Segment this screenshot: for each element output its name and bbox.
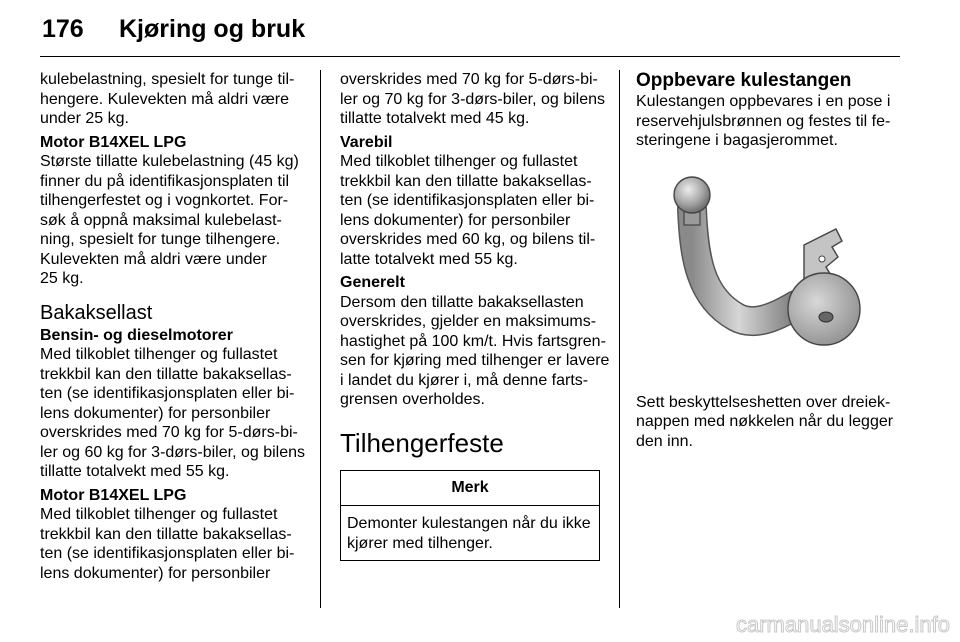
tow-bar-illustration: [636, 167, 900, 387]
column-middle: [340, 70, 610, 561]
text-line: latte totalvekt med 55 kg.: [340, 250, 518, 268]
note-body: [341, 506, 599, 560]
section-title-oppbevare: Oppbevare kulestangen: [636, 70, 852, 91]
intro-paragraph: [40, 70, 312, 129]
tow-bar-ball-icon: [636, 167, 900, 387]
column-right: [636, 70, 900, 451]
column-divider: [320, 70, 321, 608]
header-divider: [40, 56, 900, 57]
generelt-paragraph: [340, 293, 610, 410]
note-title: Merk: [341, 471, 599, 507]
text-line: Kulevekten må aldri være under: [40, 250, 267, 268]
text-line: overskrides med 60 kg, og bilens til-: [340, 231, 596, 248]
text-line: hastighet på 100 km/t. Hvis fartsgren-: [340, 332, 606, 350]
varebil-paragraph: [340, 152, 602, 269]
motor-lpg-paragraph: [40, 152, 312, 289]
subheading-motor-lpg: Motor B14XEL LPG: [40, 486, 187, 504]
text-line: trekkbil kan den tillatte bakaksellas-: [40, 365, 292, 383]
text-line: ten (se identifikasjonsplaten eller bi-: [40, 385, 295, 402]
text-line: trekkbil kan den tillatte bakaksellas-: [40, 525, 292, 543]
text-line: kulebelastning, spesielt for tunge til-: [40, 71, 295, 88]
text-line: 25 kg.: [40, 270, 84, 287]
text-line: finner du på identifikasjonsplaten til: [40, 172, 290, 190]
text-line: grensen overholdes.: [340, 391, 485, 408]
text-line: tillatte totalvekt med 45 kg.: [340, 110, 530, 127]
text-line: ten (se identifikasjonsplaten eller bi-: [340, 192, 595, 209]
text-line: Kulestangen oppbevares i en pose i: [636, 93, 891, 110]
watermark-logo: [702, 610, 952, 638]
text-line: den inn.: [636, 432, 693, 450]
note-box: [340, 470, 600, 562]
text-line: steringene i bagasjerommet.: [636, 132, 838, 149]
oppbevare-paragraph: [636, 92, 900, 151]
after-figure-paragraph: [636, 393, 900, 452]
text-line: i landet du kjører i, må denne farts-: [340, 371, 589, 389]
chapter-title: Kjøring og bruk: [119, 15, 306, 43]
subheading-motor-lpg: Motor B14XEL LPG: [40, 133, 187, 151]
page-number: 176: [42, 15, 84, 43]
text-line: ler og 60 kg for 3-dørs-biler, og bilens: [40, 443, 306, 461]
text-line: Med tilkoblet tilhenger og fullastet: [40, 346, 278, 363]
chapter-heading-tilhengerfeste: Tilhengerfeste: [340, 427, 504, 458]
bensin-paragraph: [40, 345, 312, 482]
text-line: Sett beskyttelseshetten over dreiek-: [636, 393, 891, 411]
column-left: [40, 70, 312, 583]
section-title-bakaksellast: Bakaksellast: [40, 301, 153, 324]
text-line: overskrides med 70 kg for 5-dørs-bi-: [40, 424, 298, 441]
text-line: Største tillatte kulebelastning (45 kg): [40, 153, 299, 170]
subheading-varebil: Varebil: [340, 133, 393, 151]
text-line: trekkbil kan den tillatte bakaksellas-: [340, 172, 592, 190]
continued-paragraph: [340, 70, 606, 129]
text-line: lens dokumenter) for personbiler: [40, 404, 271, 422]
subheading-bensin-diesel: Bensin- og dieselmotorer: [40, 326, 233, 344]
text-line: reservehjulsbrønnen og festes til fe-: [636, 112, 891, 130]
text-line: Demonter kulestangen når du ikke: [347, 515, 591, 532]
text-line: tillatte totalvekt med 55 kg.: [40, 463, 230, 480]
text-line: under 25 kg.: [40, 110, 129, 127]
text-line: ten (se identifikasjonsplaten eller bi-: [40, 545, 295, 562]
watermark-text: carmanualsonline.info: [735, 612, 950, 637]
text-line: søk å oppnå maksimal kulebelast-: [40, 211, 282, 229]
text-line: nappen med nøkkelen når du legger: [636, 413, 894, 430]
column-divider: [619, 70, 620, 608]
text-line: overskrides, gjelder en maksimums-: [340, 313, 597, 330]
text-line: ler og 70 kg for 3-dørs-biler, og bilens: [340, 90, 606, 108]
text-line: hengere. Kulevekten må aldri være: [40, 90, 290, 108]
text-line: tilhengerfestet og i vognkortet. For-: [40, 192, 289, 209]
text-line: sen for kjøring med tilhenger er lavere: [340, 352, 610, 369]
text-line: Med tilkoblet tilhenger og fullastet: [340, 153, 578, 170]
text-line: lens dokumenter) for personbiler: [40, 564, 271, 582]
text-line: overskrides med 70 kg for 5-dørs-bi-: [340, 71, 598, 88]
text-line: Med tilkoblet tilhenger og fullastet: [40, 506, 278, 523]
text-line: Dersom den tillatte bakaksellasten: [340, 293, 584, 311]
text-line: kjører med tilhenger.: [347, 534, 493, 552]
subheading-generelt: Generelt: [340, 274, 405, 291]
text-line: ning, spesielt for tunge tilhengere.: [40, 231, 281, 248]
motor-lpg2-paragraph: [40, 505, 312, 583]
text-line: lens dokumenter) for personbiler: [340, 211, 571, 229]
